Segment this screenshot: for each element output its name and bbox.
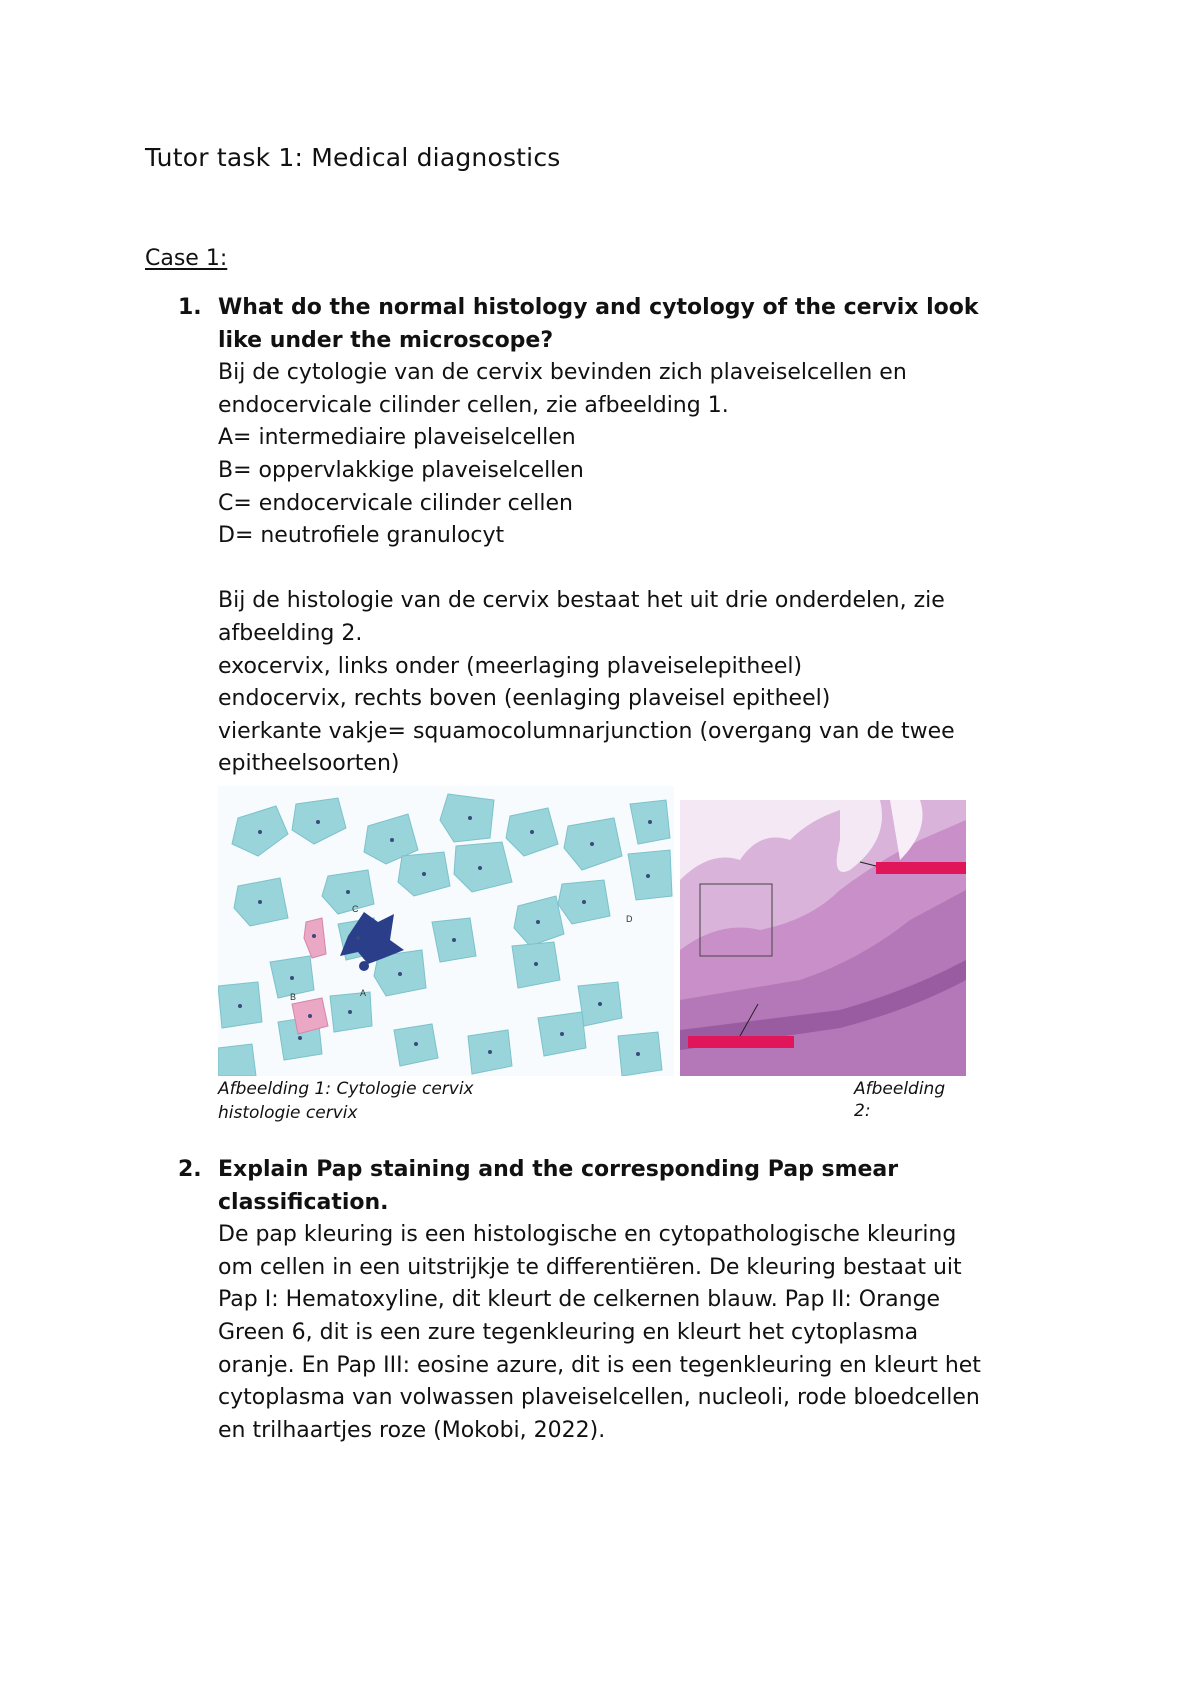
histology-micrograph bbox=[680, 800, 966, 1076]
question-2-text-line1: Explain Pap staining and the corresponding Pap smear bbox=[218, 1157, 899, 1182]
answer-1-line: B= oppervlakkige plaveiselcellen bbox=[218, 457, 584, 483]
question-1-text-line2: like under the microscope? bbox=[218, 327, 554, 353]
answer-1-line: afbeelding 2. bbox=[218, 620, 363, 646]
answer-1-line: Bij de cytologie van de cervix bevinden zich plaveiselcellen en bbox=[218, 360, 907, 386]
figure2-caption-line2: histologie cervix bbox=[218, 1103, 358, 1123]
question-1-text-line1: What do the normal histology and cytology of the cervix look bbox=[218, 295, 979, 320]
answer-2-line: Pap I: Hematoxyline, dit kleurt de celkernen blauw. Pap II: Orange bbox=[218, 1287, 941, 1313]
answer-2-line: De pap kleuring is een histologische en cytopathologische kleuring bbox=[218, 1222, 957, 1248]
cytology-micrograph bbox=[218, 786, 674, 1076]
answer-1-line: vierkante vakje= squamocolumnarjunction (overgang van de twee bbox=[218, 718, 955, 744]
figure1-label-c: C bbox=[352, 904, 359, 914]
answer-1-line: exocervix, links onder (meerlaging plaveiselepitheel) bbox=[218, 653, 803, 679]
cytology-image bbox=[218, 786, 674, 1076]
answer-1-line: Bij de histologie van de cervix bestaat het uit drie onderdelen, zie bbox=[218, 588, 945, 614]
case-heading: Case 1: bbox=[145, 246, 228, 271]
figure1-label-d: D bbox=[626, 914, 633, 924]
answer-2-line: cytoplasma van volwassen plaveiselcellen, nucleoli, rode bloedcellen bbox=[218, 1385, 980, 1411]
answer-2-line: oranje. En Pap III: eosine azure, dit is een tegenkleuring en kleurt het bbox=[218, 1352, 981, 1378]
answer-1-line: endocervix, rechts boven (eenlaging plaveisel epitheel) bbox=[218, 686, 831, 712]
figures-row bbox=[218, 786, 966, 1123]
answer-1-line: endocervicale cilinder cellen, zie afbeelding 1. bbox=[218, 392, 729, 418]
answer-2-line: en trilhaartjes roze (Mokobi, 2022). bbox=[218, 1417, 606, 1443]
figure1-label-a: A bbox=[360, 988, 367, 998]
figure2-caption-line1: Afbeelding 2: bbox=[854, 1079, 946, 1121]
answer-1-line: epitheelsoorten) bbox=[218, 751, 400, 777]
page-title: Tutor task 1: Medical diagnostics bbox=[145, 143, 561, 172]
question-1 bbox=[178, 292, 1078, 781]
answer-1-line: C= endocervicale cilinder cellen bbox=[218, 490, 573, 516]
answer-2-line: Green 6, dit is een zure tegenkleuring en kleurt het cytoplasma bbox=[218, 1319, 919, 1345]
figure1-caption: Afbeelding 1: Cytologie cervix bbox=[218, 1079, 474, 1099]
paragraph-gap bbox=[218, 553, 1078, 586]
answer-1-line: D= neutrofiele granulocyt bbox=[218, 523, 505, 549]
histology-image bbox=[680, 800, 966, 1076]
question-1-number: 1. bbox=[178, 295, 202, 320]
question-2 bbox=[178, 1154, 1078, 1447]
figure1-label-b: B bbox=[290, 992, 297, 1002]
question-2-text-line2: classification. bbox=[218, 1189, 389, 1215]
answer-1-line: A= intermediaire plaveiselcellen bbox=[218, 425, 576, 451]
answer-2-line: om cellen in een uitstrijkje te differentiëren. De kleuring bestaat uit bbox=[218, 1254, 962, 1280]
question-2-number: 2. bbox=[178, 1157, 202, 1182]
